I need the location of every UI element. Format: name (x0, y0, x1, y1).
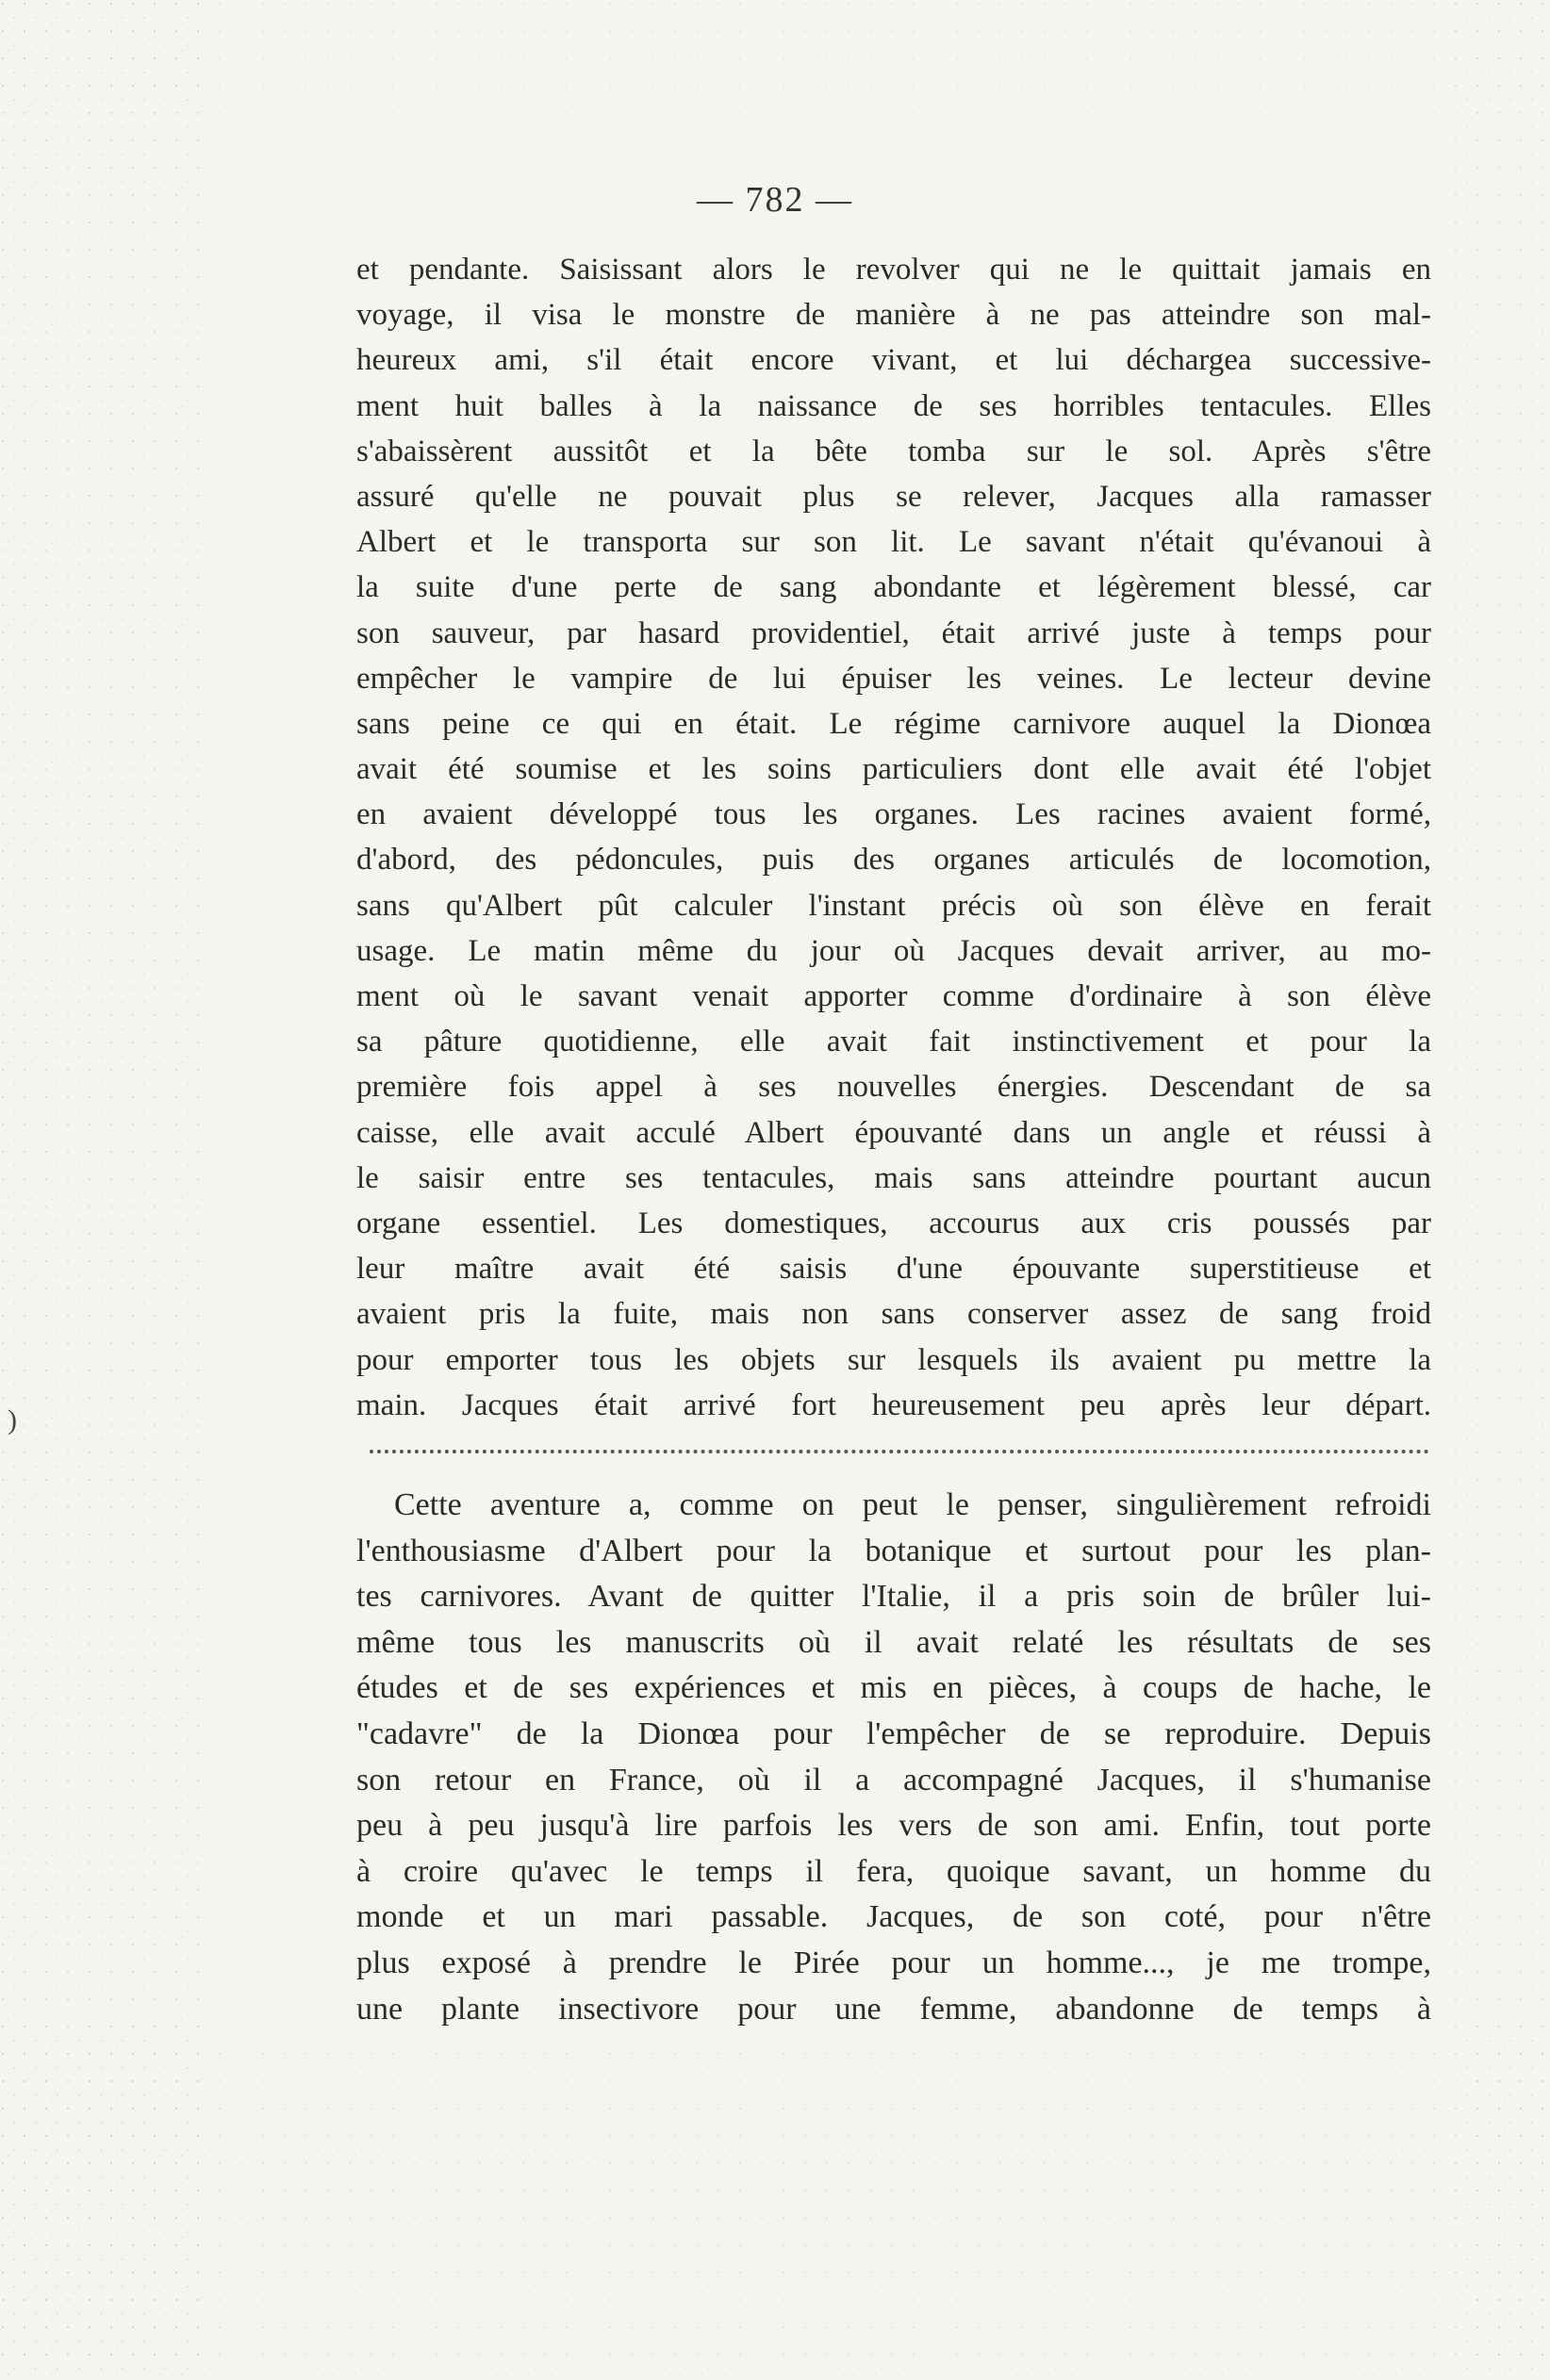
text-line: leur maître avait été saisis d'une épouvante superstitieuse et (356, 1252, 1431, 1287)
paragraph-1 (356, 247, 1431, 1428)
margin-mark: ) (8, 1404, 17, 1436)
text-line: avait été soumise et les soins particuliers dont elle avait été l'objet (356, 752, 1431, 787)
section-separator (370, 1450, 1429, 1453)
text-line: même tous les manuscrits où il avait relaté les résultats de ses (356, 1624, 1431, 1660)
text-line: caisse, elle avait acculé Albert épouvanté dans un angle et réussi à (356, 1115, 1431, 1150)
page-number: — 782 — (697, 180, 853, 220)
text-line: en avaient développé tous les organes. Les racines avaient formé, (356, 797, 1431, 832)
text-line: première fois appel à ses nouvelles énergies. Descendant de sa (356, 1070, 1431, 1105)
text-line: main. Jacques était arrivé fort heureusement peu après leur départ. (356, 1387, 1431, 1422)
text-line: usage. Le matin même du jour où Jacques devait arriver, au mo- (356, 933, 1431, 968)
text-line: Albert et le transporta sur son lit. Le savant n'était qu'évanoui à (356, 525, 1431, 560)
text-line: son retour en France, où il a accompagné Jacques, il s'humanise (356, 1762, 1431, 1797)
text-line: pour emporter tous les objets sur lesquels ils avaient pu mettre la (356, 1342, 1431, 1377)
text-line: avaient pris la fuite, mais non sans conserver assez de sang froid (356, 1297, 1431, 1332)
text-line: études et de ses expériences et mis en pièces, à coups de hache, le (356, 1670, 1431, 1706)
text-line: monde et un mari passable. Jacques, de son coté, pour n'être (356, 1899, 1431, 1935)
text-line: à croire qu'avec le temps il fera, quoique savant, un homme du (356, 1853, 1431, 1889)
text-line: le saisir entre ses tentacules, mais sans atteindre pourtant aucun (356, 1160, 1431, 1195)
text-line: une plante insectivore pour une femme, abandonne de temps à (356, 1991, 1431, 2027)
text-line: tes carnivores. Avant de quitter l'Italie, il a pris soin de brûler lui- (356, 1579, 1431, 1615)
text-line: sa pâture quotidienne, elle avait fait instinctivement et pour la (356, 1025, 1431, 1059)
text-line: la suite d'une perte de sang abondante et légèrement blessé, car (356, 570, 1431, 605)
text-line: ment où le savant venait apporter comme d'ordinaire à son élève (356, 979, 1431, 1013)
text-line: l'enthousiasme d'Albert pour la botanique et surtout pour les plan- (356, 1533, 1431, 1568)
text-line: peu à peu jusqu'à lire parfois les vers de son ami. Enfin, tout porte (356, 1808, 1431, 1844)
text-line: empêcher le vampire de lui épuiser les veines. Le lecteur devine (356, 661, 1431, 696)
text-line: sans peine ce qui en était. Le régime carnivore auquel la Dionœa (356, 706, 1431, 741)
text-line: s'abaissèrent aussitôt et la bête tomba sur le sol. Après s'être (356, 434, 1431, 468)
text-line: Cette aventure a, comme on peut le penser, singulièrement refroidi (394, 1487, 1431, 1522)
text-line: sans qu'Albert pût calculer l'instant précis où son élève en ferait (356, 888, 1431, 923)
text-line: voyage, il visa le monstre de manière à ne pas atteindre son mal- (356, 298, 1431, 333)
text-line: organe essentiel. Les domestiques, accourus aux cris poussés par (356, 1206, 1431, 1240)
text-line: son sauveur, par hasard providentiel, était arrivé juste à temps pour (356, 616, 1431, 650)
text-line: ment huit balles à la naissance de ses horribles tentacules. Elles (356, 388, 1431, 423)
text-line: heureux ami, s'il était encore vivant, et lui déchargea successive- (356, 343, 1431, 378)
paragraph-2 (356, 1483, 1431, 2032)
text-line: plus exposé à prendre le Pirée pour un homme..., je me trompe, (356, 1945, 1431, 1980)
text-line: assuré qu'elle ne pouvait plus se relever, Jacques alla ramasser (356, 479, 1431, 514)
text-line: "cadavre" de la Dionœa pour l'empêcher de se reproduire. Depuis (356, 1715, 1431, 1751)
text-line: d'abord, des pédoncules, puis des organes articulés de locomotion, (356, 843, 1431, 878)
text-line: et pendante. Saisissant alors le revolver qui ne le quittait jamais en (356, 253, 1431, 287)
